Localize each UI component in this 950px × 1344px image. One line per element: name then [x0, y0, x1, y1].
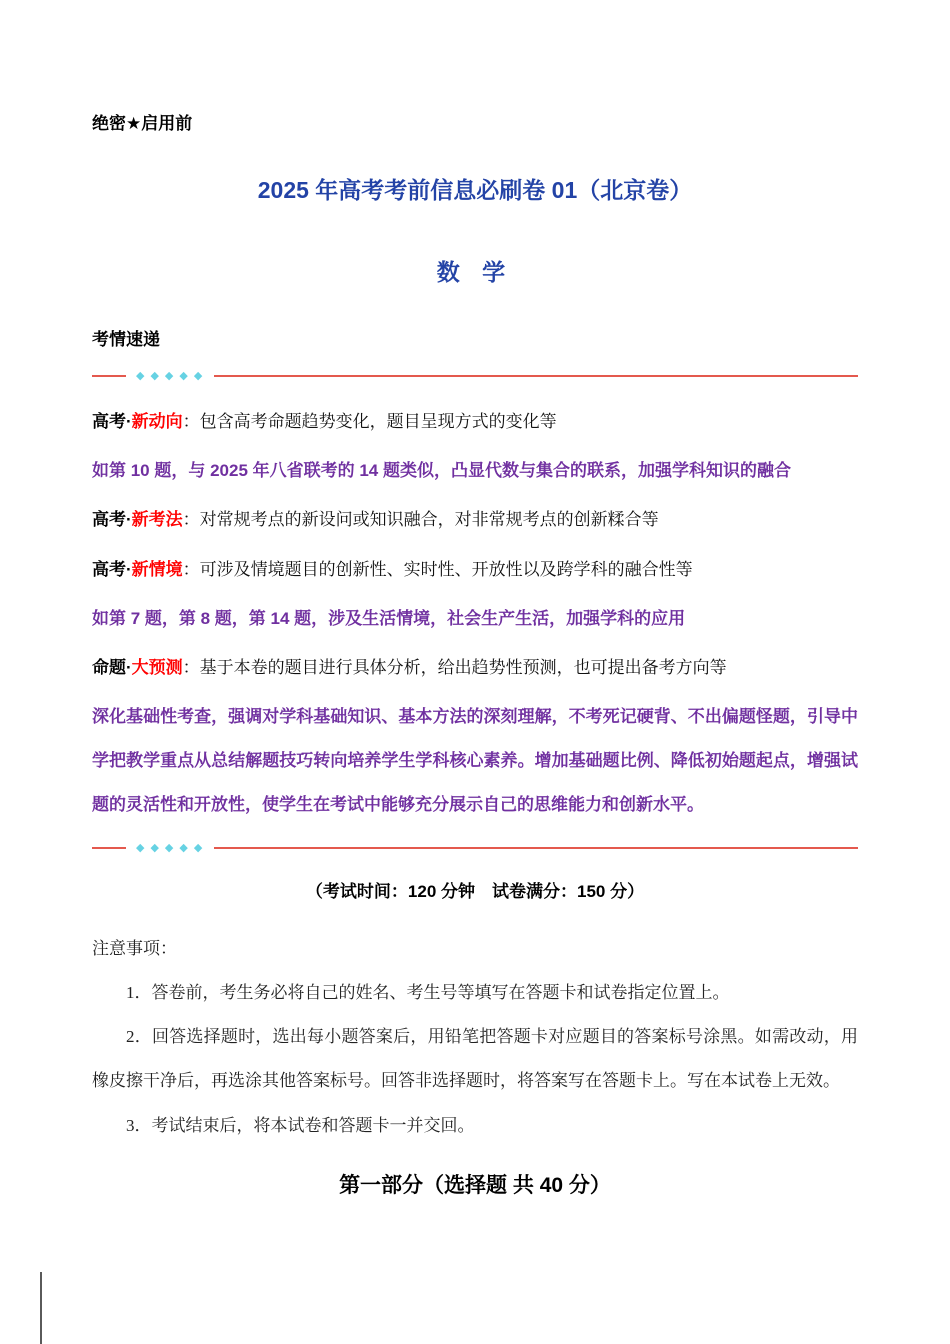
info-line-analysis: 深化基础性考查，强调对学科基础知识、基本方法的深刻理解，不考死记硬背、不出偏题怪题，引导中学把教学重点从总结解题技巧转向培养学生学科核心素养。增加基础题比例、降低初始题起点，增强试题的灵活性和开放性，使学生在考试中能够充分展示自己的思维能力和创新水平。	[92, 707, 858, 815]
divider-line-left	[92, 375, 126, 377]
info-text: ：可涉及情境题目的创新性、实时性、开放性以及跨学科的融合性等	[182, 559, 693, 579]
info-label-highlight: 新考法	[131, 510, 183, 530]
info-text: ：包含高考命题趋势变化，题目呈现方式的变化等	[182, 411, 557, 431]
notice-item-3: 3．考试结束后，将本试卷和答题卡一并交回。	[126, 1115, 475, 1135]
section-divider-top	[92, 370, 858, 382]
divider-line-left	[92, 847, 126, 849]
info-line-prediction	[92, 646, 858, 690]
page-edge-mark	[40, 1272, 42, 1344]
divider-diamonds-ornament: ◆◆◆◆◆	[136, 369, 209, 383]
divider-line-right	[214, 847, 858, 849]
divider-diamonds-ornament: ◆◆◆◆◆	[136, 841, 209, 855]
info-text: ：对常规考点的新设问或知识融合，对非常规考点的创新糅合等	[182, 510, 659, 530]
classification-label: 绝密★启用前	[92, 114, 193, 133]
info-line-example-1: 如第 10 题，与 2025 年八省联考的 14 题类似，凸显代数与集合的联系，加强学科知识的融合	[92, 461, 791, 481]
notice-heading: 注意事项：	[92, 938, 177, 958]
info-label-highlight: 大预测	[131, 657, 183, 677]
info-text: ：基于本卷的题目进行具体分析，给出趋势性预测，也可提出备考方向等	[182, 657, 727, 677]
notice-item-2: 2．回答选择题时，选出每小题答案后，用铅笔把答题卡对应题目的答案标号涂黑。如需改动，用橡皮擦干净后，再选涂其他答案标号。回答非选择题时，将答案写在答题卡上。写在本试卷上无效。	[92, 1027, 858, 1091]
exam-info-heading: 考情速递	[92, 330, 160, 350]
info-label-prefix: 高考·	[92, 510, 132, 530]
part-one-heading: 第一部分（选择题 共 40 分）	[339, 1173, 611, 1197]
section-divider-bottom	[92, 842, 858, 854]
info-label-highlight: 新情境	[131, 559, 183, 579]
info-line-new-trend	[92, 400, 858, 444]
info-label-prefix: 高考·	[92, 411, 132, 431]
info-line-new-method	[92, 498, 858, 542]
notice-item-1: 1．答卷前，考生务必将自己的姓名、考生号等填写在答题卡和试卷指定位置上。	[126, 983, 730, 1003]
info-label-highlight: 新动向	[131, 411, 183, 431]
subject-title: 数 学	[436, 258, 514, 285]
exam-info-block	[92, 400, 858, 828]
info-line-new-context	[92, 548, 858, 592]
divider-line-right	[214, 375, 858, 377]
info-label-prefix: 高考·	[92, 559, 132, 579]
info-line-example-2: 如第 7 题，第 8 题，第 14 题，涉及生活情境，社会生产生活，加强学科的应用	[92, 608, 686, 628]
info-label-prefix: 命题·	[92, 657, 132, 677]
paper-title: 2025 年高考考前信息必刷卷 01（北京卷）	[257, 176, 693, 203]
exam-time-score: （考试时间：120 分钟 试卷满分：150 分）	[305, 881, 645, 901]
notice-section	[92, 927, 858, 1148]
